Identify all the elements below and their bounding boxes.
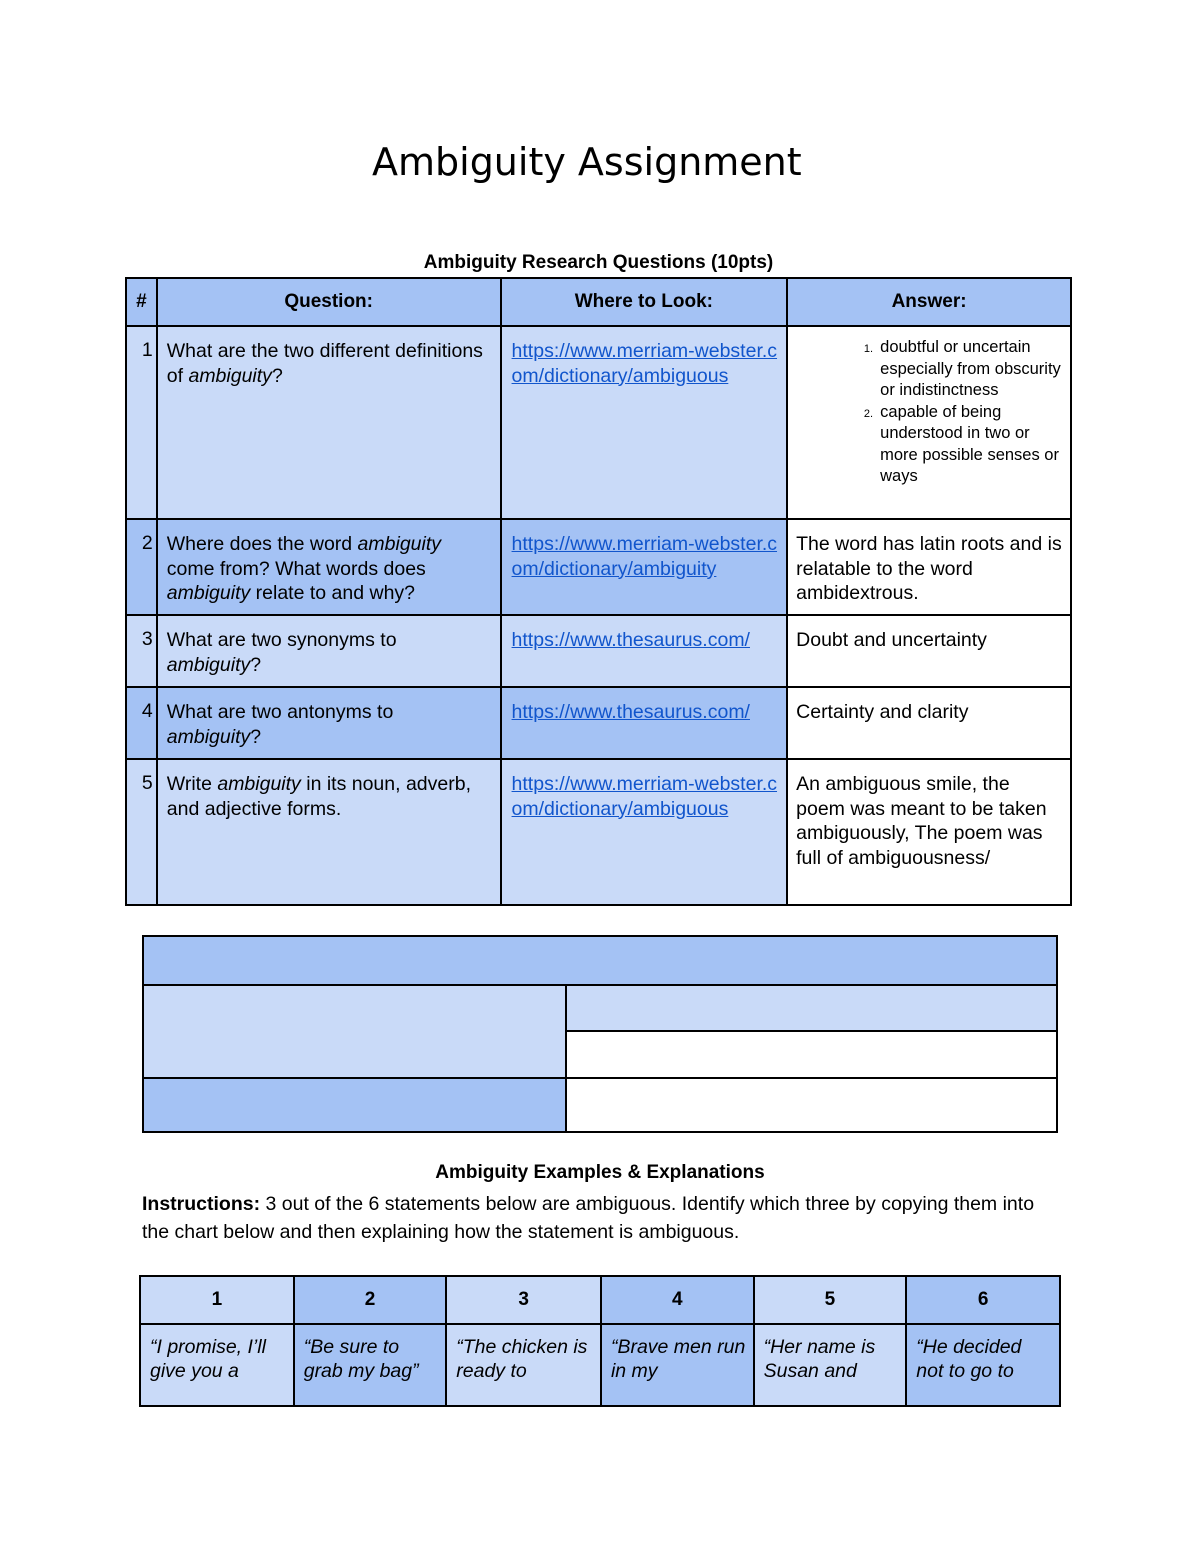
reference-link[interactable]: https://www.merriam-webster.com/dictionary/ambiguity (511, 533, 778, 580)
row-number: 4 (126, 687, 157, 759)
answer-cell: Certainty and clarity (787, 687, 1071, 759)
reference-link[interactable]: https://www.thesaurus.com/ (511, 701, 750, 723)
table-row (126, 519, 1071, 615)
list-item: 1. doubtful or uncertain especially from obscurity or indistinctness (876, 337, 1062, 402)
blank-header-cell (143, 936, 1057, 985)
examples-header-row (140, 1276, 1060, 1324)
row-number: 3 (126, 615, 157, 687)
blank-cell (566, 1031, 1057, 1078)
header-answer: Answer: (787, 278, 1071, 326)
row-number: 2 (126, 519, 157, 615)
question-cell: What are the two different definitions of ambiguity? (157, 326, 501, 519)
header-num: # (126, 278, 157, 326)
answer-cell: The word has latin roots and is relatable to the word ambidextrous. (787, 519, 1071, 615)
header-where: Where to Look: (501, 278, 788, 326)
question-cell: What are two antonyms to ambiguity? (157, 687, 501, 759)
example-statement: “I promise, I’ll give you a (140, 1324, 294, 1406)
example-statement: “Be sure to grab my bag” (294, 1324, 447, 1406)
question-cell: Write ambiguity in its noun, adverb, and adjective forms. (157, 759, 501, 905)
instructions-text: 3 out of the 6 statements below are ambiguous. Identify which three by copying them into the chart below and then explaining how the statement is ambiguous. (142, 1193, 1035, 1243)
where-cell (501, 759, 788, 905)
table-row (126, 687, 1071, 759)
answer-list (796, 337, 1062, 488)
example-header: 5 (754, 1276, 907, 1324)
instructions-label: Instructions: (142, 1193, 261, 1215)
example-statement: “Her name is Susan and (754, 1324, 907, 1406)
reference-link[interactable]: https://www.merriam-webster.com/dictionary/ambiguous (511, 340, 778, 387)
example-statement: “Brave men run in my (601, 1324, 754, 1406)
example-header: 2 (294, 1276, 447, 1324)
where-cell (501, 615, 788, 687)
blank-cell (143, 985, 566, 1078)
examples-caption: Ambiguity Examples & Explanations (435, 1162, 765, 1183)
table-row (126, 326, 1071, 519)
blank-cell (566, 985, 1057, 1031)
question-cell: What are two synonyms to ambiguity? (157, 615, 501, 687)
example-header: 6 (906, 1276, 1060, 1324)
list-item: 2. capable of being understood in two or more possible senses or ways (876, 402, 1062, 488)
question-cell: Where does the word ambiguity come from? What words does ambiguity relate to and why? (157, 519, 501, 615)
example-statement: “The chicken is ready to (446, 1324, 601, 1406)
instructions (142, 1190, 1062, 1246)
example-header: 1 (140, 1276, 294, 1324)
reference-link[interactable]: https://www.thesaurus.com/ (511, 629, 750, 651)
example-header: 3 (446, 1276, 601, 1324)
header-question: Question: (157, 278, 501, 326)
document-title: Ambiguity Assignment (372, 140, 802, 184)
where-cell (501, 519, 788, 615)
blank-grid-table (142, 935, 1058, 1133)
reference-link[interactable]: https://www.merriam-webster.com/dictionary/ambiguous (511, 773, 778, 820)
example-statement: “He decided not to go to (906, 1324, 1060, 1406)
research-header-row (126, 278, 1071, 326)
blank-cell (566, 1078, 1057, 1132)
row-number: 5 (126, 759, 157, 905)
research-caption: Ambiguity Research Questions (10pts) (423, 252, 774, 273)
answer-cell: Doubt and uncertainty (787, 615, 1071, 687)
answer-cell: An ambiguous smile, the poem was meant to be taken ambiguously, The poem was full of ambiguousness/ (787, 759, 1071, 905)
where-cell (501, 687, 788, 759)
example-header: 4 (601, 1276, 754, 1324)
research-table (125, 277, 1072, 906)
examples-row (140, 1324, 1060, 1406)
answer-cell (787, 326, 1071, 519)
examples-table (139, 1275, 1061, 1407)
row-number: 1 (126, 326, 157, 519)
table-row (126, 615, 1071, 687)
blank-cell (143, 1078, 566, 1132)
table-row (126, 759, 1071, 905)
where-cell (501, 326, 788, 519)
